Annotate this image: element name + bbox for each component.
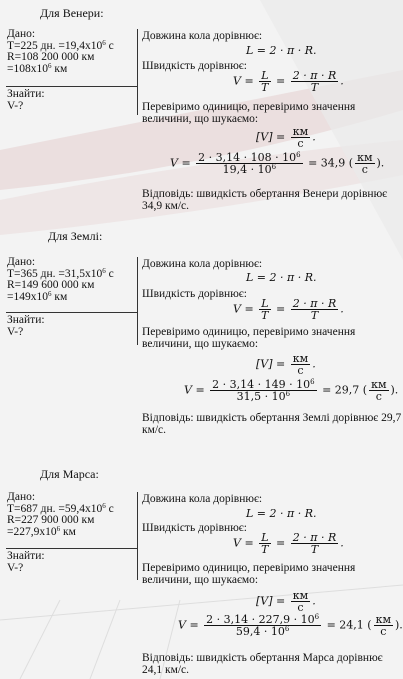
given-divider [6, 548, 138, 549]
speed-formula: V = $\frac{L}{T}$ = $\frac{2 \cdot \pi \cdot R}{T}$ . [233, 297, 344, 322]
find-label: Знайти: [7, 314, 45, 326]
find-value: V-? [7, 561, 24, 574]
circumference-formula: L = 2 · π · R. [246, 507, 317, 520]
speed-formula: V = $\frac{L}{T}$ = $\frac{2 \cdot \pi \cdot R}{T}$ . [233, 69, 344, 94]
check-text: Перевіримо одиницю, перевіримо значення величини, що шукаємо: [142, 326, 356, 350]
circumference-text: Довжина кола дорівнює: [142, 258, 263, 270]
answer-text: Відповідь: швидкість обертання Марса дорівнює 24,1 км/с. [142, 652, 383, 676]
given-block [7, 29, 137, 75]
solution-divider [137, 492, 138, 580]
given-row: T=687 дн. $=59,4x10^6$ с [7, 501, 114, 515]
circumference-text: Довжина кола дорівнює: [142, 30, 263, 42]
circumference-formula: L = 2 · π · R. [246, 271, 317, 284]
answer-text: Відповідь: швидкість обертання Землі дорівнює 29,7 км/с. [142, 412, 402, 436]
find-block [7, 551, 137, 574]
solution-divider [137, 257, 138, 345]
given-row: $=108x10^6$ км [7, 61, 68, 75]
given-divider [6, 312, 138, 313]
speed-text: Швидкість дорівнює: [142, 60, 247, 72]
calc-formula: V = $\frac{2 \cdot 3,14 \cdot 108 \cdot 10^6}{19,4 \cdot 10^6}$ = 34,9 ( $\frac{км}{с}$ ). [170, 151, 385, 176]
given-row: R=149 600 000 км [7, 279, 95, 292]
circumference-formula: L = 2 · π · R. [246, 44, 317, 57]
given-row: $=227,9x10^6$ км [7, 524, 76, 538]
calc-formula: V = $\frac{2 \cdot 3,14 \cdot 149 \cdot 10^6}{31,5 \cdot 10^6}$ = 29,7 ( $\frac{км}{с}$ ). [184, 378, 399, 403]
given-label: Дано: [7, 491, 36, 503]
solution-divider [137, 29, 138, 115]
find-block [7, 89, 137, 112]
find-label: Знайти: [7, 550, 45, 562]
find-value: V-? [7, 99, 24, 112]
given-row: R=227 900 000 км [7, 514, 95, 527]
section-title: Для Землі: [48, 229, 103, 243]
given-block [7, 257, 137, 303]
given-label: Дано: [7, 28, 36, 40]
given-row: $=149x10^6$ км [7, 289, 68, 303]
calc-formula: V = $\frac{2 \cdot 3,14 \cdot 227,9 \cdot 10^6}{59,4 \cdot 10^6}$ = 24,1 ( $\frac{км}{с}$ ). [178, 613, 403, 638]
find-value: V-? [7, 325, 24, 338]
unit-formula: [V] = $\frac{км}{с}$ . [256, 352, 316, 377]
find-block [7, 315, 137, 338]
section-title: Для Марса: [40, 467, 99, 481]
given-divider [6, 86, 138, 87]
unit-formula: [V] = $\frac{км}{с}$ . [256, 589, 316, 614]
given-label: Дано: [7, 256, 36, 268]
given-row: T=365 дн. $=31,5x10^6$ с [7, 266, 114, 280]
speed-formula: V = $\frac{L}{T}$ = $\frac{2 \cdot \pi \cdot R}{T}$ . [233, 531, 344, 556]
given-row: T=225 дн. $=19,4x10^6$ с [7, 38, 114, 52]
speed-text: Швидкість дорівнює: [142, 288, 247, 300]
answer-text: Відповідь: швидкість обертання Венери дорівнює 34,9 км/с. [142, 188, 388, 212]
section-title: Для Венери: [40, 6, 104, 20]
circumference-text: Довжина кола дорівнює: [142, 493, 263, 505]
check-text: Перевіримо одиницю, перевіримо значення величини, що шукаємо: [142, 101, 356, 125]
check-text: Перевіримо одиницю, перевіримо значення величини, що шукаємо: [142, 562, 356, 586]
find-label: Знайти: [7, 88, 45, 100]
given-block [7, 492, 137, 538]
speed-text: Швидкість дорівнює: [142, 522, 247, 534]
unit-formula: [V] = $\frac{км}{с}$ . [256, 125, 316, 150]
given-row: R=108 200 000 км [7, 51, 95, 64]
